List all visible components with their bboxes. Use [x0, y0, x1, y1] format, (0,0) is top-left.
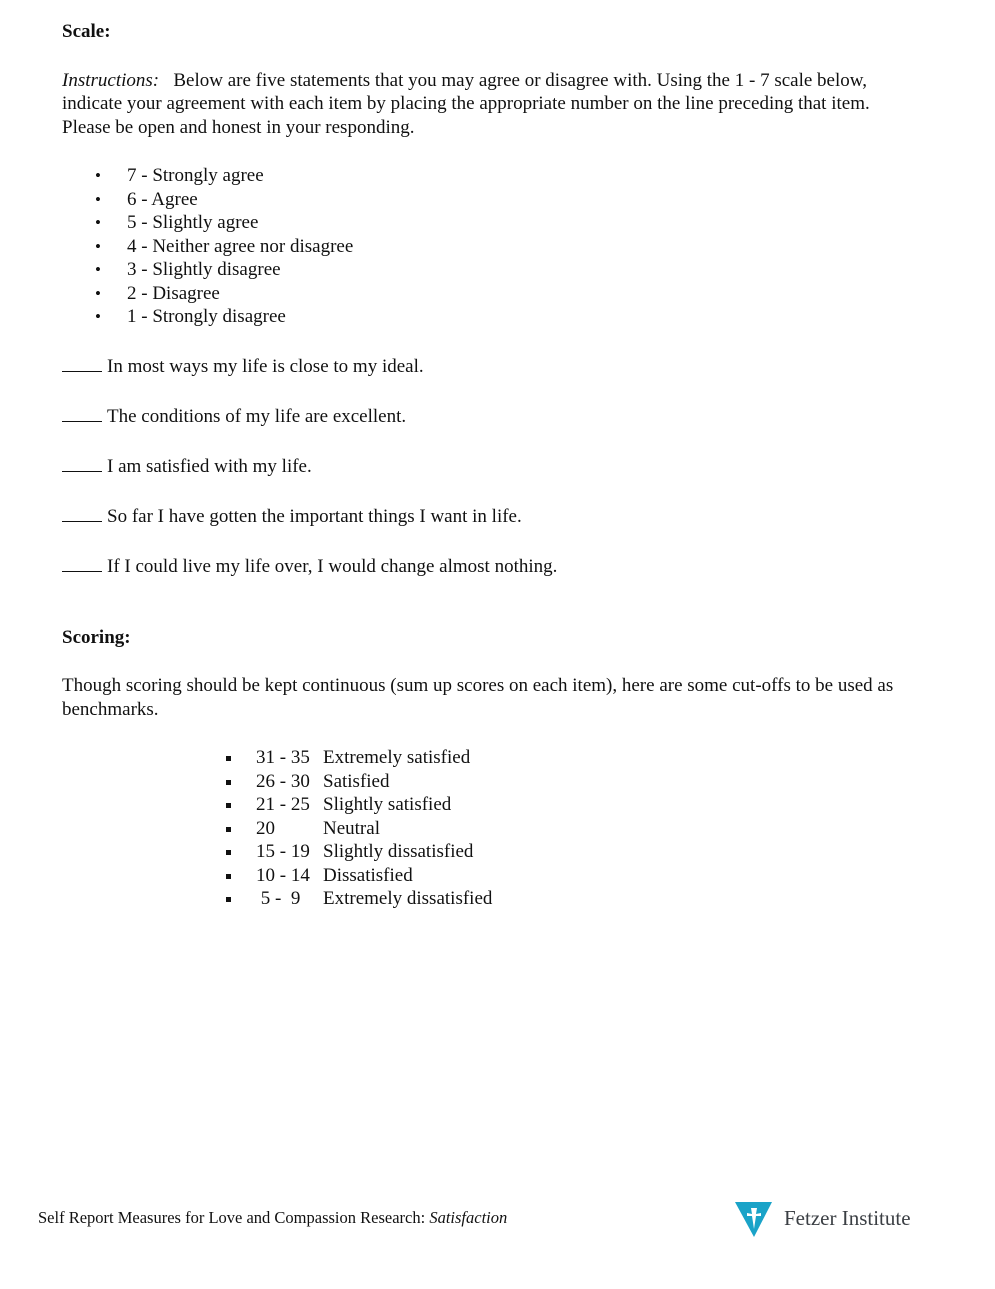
fetzer-logo: [734, 1199, 934, 1241]
instructions: [62, 69, 912, 140]
page-footer: [38, 1208, 507, 1228]
scale-heading: Scale:: [62, 21, 111, 42]
footer-italic: Satisfaction: [429, 1208, 508, 1227]
list-item: 5 - 9 Extremely dissatisfied: [62, 887, 912, 911]
statement-text: I am satisfied with my life.: [107, 455, 312, 477]
benchmark-list: [62, 746, 912, 911]
statement-item: [62, 404, 912, 429]
list-item: • 5 - Slightly agree: [62, 211, 912, 235]
list-item: 20 Neutral: [62, 817, 912, 841]
list-item: • 6 - Agree: [62, 188, 912, 212]
list-item: 26 - 30 Satisfied: [62, 770, 912, 794]
list-item: • 2 - Disagree: [62, 282, 912, 306]
statement-item: [62, 504, 912, 529]
scoring-text: Though scoring should be kept continuous (sum up scores on each item), here are some cut-offs to be used as benchmarks.: [62, 675, 894, 720]
statements: [62, 354, 912, 579]
statement-item: [62, 454, 912, 479]
instructions-label: Instructions:: [62, 69, 160, 91]
scale-list: [62, 164, 912, 329]
statement-text: In most ways my life is close to my ideal.: [107, 355, 424, 377]
statement-text: So far I have gotten the important things I want in life.: [107, 505, 522, 527]
statement-item: [62, 554, 912, 579]
statement-item: [62, 354, 912, 379]
list-item: 15 - 19 Slightly dissatisfied: [62, 840, 912, 864]
statement-text: If I could live my life over, I would change almost nothing.: [107, 555, 558, 577]
list-item: • 4 - Neither agree nor disagree: [62, 235, 912, 259]
logo-name: Fetzer Institute: [784, 1206, 911, 1230]
list-item: • 1 - Strongly disagree: [62, 305, 912, 329]
answer-blank[interactable]: [62, 454, 102, 472]
document-body: [62, 20, 912, 911]
list-item: 21 - 25 Slightly satisfied: [62, 793, 912, 817]
answer-blank[interactable]: [62, 504, 102, 522]
answer-blank[interactable]: [62, 354, 102, 372]
instructions-text: Below are five statements that you may agree or disagree with. Using the 1 - 7 scale below, indicate your agreement with each item by placing the appropriate number on the line preceding that item. Please be open and honest in your responding.: [62, 69, 870, 138]
list-item: 10 - 14 Dissatisfied: [62, 864, 912, 888]
answer-blank[interactable]: [62, 404, 102, 422]
list-item: • 7 - Strongly agree: [62, 164, 912, 188]
scoring-heading: Scoring:: [62, 626, 131, 648]
list-item: • 3 - Slightly disagree: [62, 258, 912, 282]
statement-text: The conditions of my life are excellent.: [107, 405, 407, 427]
list-item: 31 - 35 Extremely satisfied: [62, 746, 912, 770]
answer-blank[interactable]: [62, 554, 102, 572]
fetzer-logo-icon: [734, 1199, 774, 1241]
footer-text: Self Report Measures for Love and Compassion Research:: [38, 1208, 430, 1227]
